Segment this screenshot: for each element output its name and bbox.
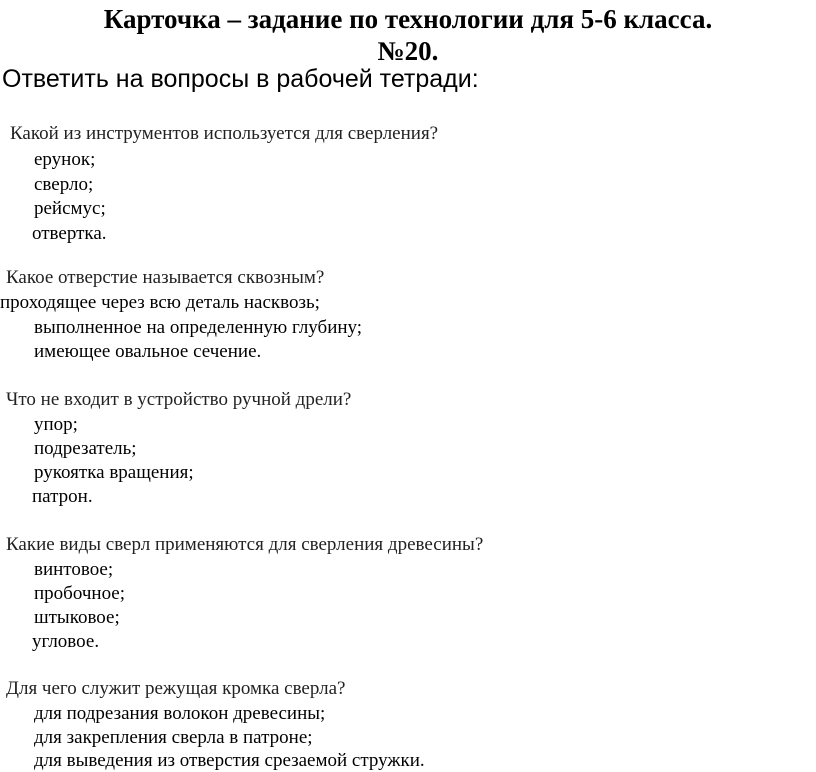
question-2: Какое отверстие называется сквозным?: [6, 267, 325, 288]
answer-4-3: штыковое;: [34, 607, 120, 628]
answer-4-4: угловое.: [32, 631, 100, 652]
answer-1-3: рейсмус;: [34, 198, 106, 219]
answer-3-1: упор;: [34, 414, 78, 435]
question-4: Какие виды сверл применяются для сверления древесины?: [6, 534, 484, 555]
answer-2-3: имеющее овальное сечение.: [34, 341, 262, 362]
answer-5-3: для выведения из отверстия срезаемой стружки.: [34, 750, 425, 771]
card-number: №20.: [377, 36, 439, 66]
answer-3-4: патрон.: [32, 486, 93, 507]
question-1: Какой из инструментов используется для сверления?: [10, 123, 439, 144]
question-3: Что не входит в устройство ручной дрели?: [6, 389, 352, 410]
answer-4-2: пробочное;: [34, 583, 126, 604]
answer-1-2: сверло;: [34, 174, 94, 195]
answer-2-2: выполненное на определенную глубину;: [34, 317, 363, 338]
answer-5-2: для закрепления сверла в патроне;: [34, 727, 313, 748]
page-title: Карточка – задание по технологии для 5-6 класса.: [103, 4, 713, 34]
answer-3-3: рукоятка вращения;: [34, 462, 194, 483]
answer-2-1: проходящее через всю деталь насквозь;: [0, 292, 320, 313]
answer-5-1: для подрезания волокон древесины;: [34, 703, 326, 724]
answer-1-1: ерунок;: [34, 149, 96, 170]
question-5: Для чего служит режущая кромка сверла?: [6, 678, 346, 699]
answer-4-1: винтовое;: [34, 559, 114, 580]
instruction-text: Ответить на вопросы в рабочей тетради:: [2, 65, 479, 93]
answer-1-4: отвертка.: [32, 223, 107, 244]
answer-3-2: подрезатель;: [34, 438, 137, 459]
